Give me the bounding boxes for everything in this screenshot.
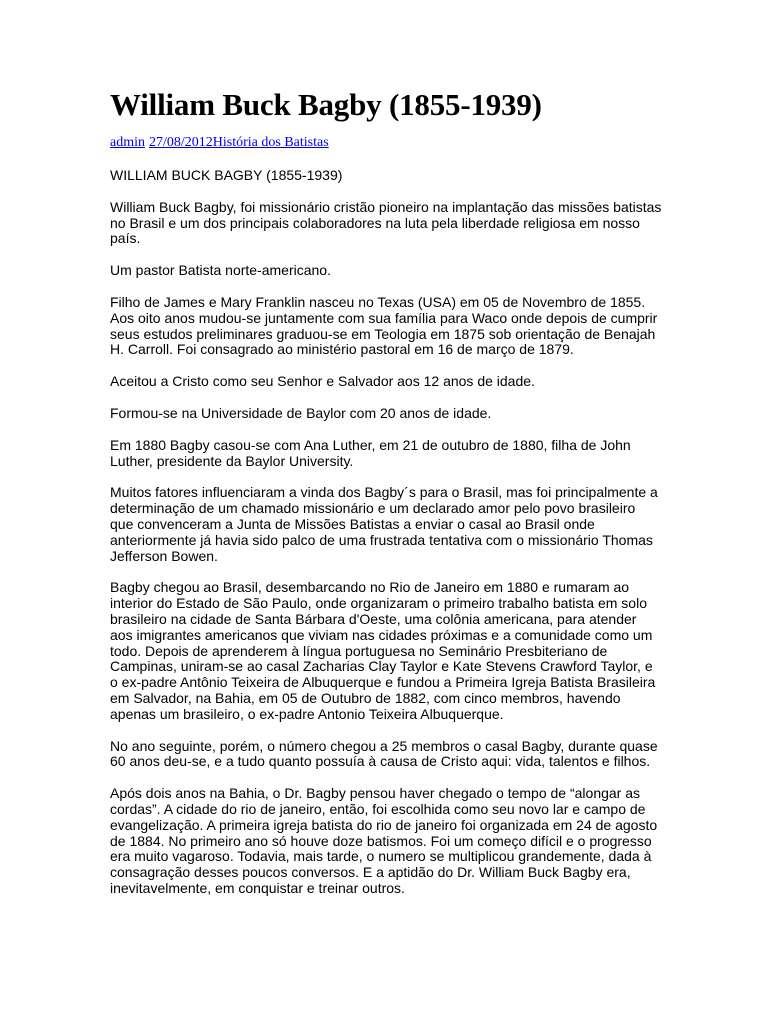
article-paragraph: Após dois anos na Bahia, o Dr. Bagby pensou haver chegado o tempo de “alongar as cordas”. A cidade do rio de janeiro, então, foi escolhida como seu novo lar e campo de evangelização. A primeira igreja batista do rio de janeiro foi organizada em 24 de agosto de 1884. No primeiro ano só houve doze batismos. Foi um começo difícil e o progresso era muito vagaroso. Todavia, mais tarde, o numero se multiplicou grandemente, dada à consagração desses poucos conversos. E a aptidão do Dr. William Buck Bagby era, inevitavelmente, em conquistar e treinar outros.: [110, 785, 658, 896]
article-paragraph: Formou-se na Universidade de Baylor com 20 anos de idade.: [110, 404, 492, 421]
article-paragraph: Em 1880 Bagby casou-se com Ana Luther, em 21 de outubro de 1880, filha de John Luther, presidente da Baylor University.: [110, 436, 631, 469]
article-paragraph: Bagby chegou ao Brasil, desembarcando no Rio de Janeiro em 1880 e rumaram ao interior do Estado de São Paulo, onde organizaram o primeiro trabalho batista em solo brasileiro na cidade de Santa Bárbara d'Oeste, uma colônia americana, para atender aos imigrantes americanos que viviam nas cidades próximas e a comunidade como um todo. Depois de aprenderem à língua portuguesa no Seminário Presbiteriano de Campinas, uniram-se ao casal Zacharias Clay Taylor e Kate Stevens Crawford Taylor, e o ex-padre Antônio Teixeira de Albuquerque e fundou a Primeira Igreja Batista Brasileira em Salvador, na Bahia, em 05 de Outubro de 1882, com cinco membros, havendo apenas um brasileiro, o ex-padre Antonio Teixeira Albuquerque.: [110, 579, 656, 722]
article-paragraph: Um pastor Batista norte-americano.: [110, 262, 331, 279]
article-paragraph: Aceitou a Cristo como seu Senhor e Salvador aos 12 anos de idade.: [110, 373, 535, 390]
category-link[interactable]: História dos Batistas: [212, 135, 329, 150]
article-title: William Buck Bagby (1855-1939): [110, 87, 542, 122]
article: [110, 86, 662, 913]
author-link[interactable]: admin: [110, 135, 145, 150]
date-link[interactable]: 27/08/2012: [149, 135, 213, 150]
article-paragraph: William Buck Bagby, foi missionário cristão pioneiro na implantação das missões batistas no Brasil e um dos principais colaboradores na luta pela liberdade religiosa em nosso país.: [110, 198, 662, 247]
article-body: [110, 168, 662, 897]
article-paragraph: No ano seguinte, porém, o número chegou a 25 membros o casal Bagby, durante quase 60 anos deu-se, e a tudo quanto possuía à causa de Cristo aqui: vida, talentos e filhos.: [110, 737, 658, 770]
article-paragraph: Filho de James e Mary Franklin nasceu no Texas (USA) em 05 de Novembro de 1855. Aos oito anos mudou-se juntamente com sua família para Waco onde depois de cumprir seus estudos preliminares graduou-se em Teologia em 1875 sob orientação de Benajah H. Carroll. Foi consagrado ao ministério pastoral em 16 de março de 1879.: [110, 293, 658, 358]
article-meta: [110, 134, 662, 152]
article-paragraph: Muitos fatores influenciaram a vinda dos Bagby´s para o Brasil, mas foi principalmente a determinação de um chamado missionário e um declarado amor pelo povo brasileiro que convenceram a Junta de Missões Batistas a enviar o casal ao Brasil onde anteriormente já havia sido palco de uma frustrada tentativa com o missionário Thomas Jefferson Bowen.: [110, 484, 658, 564]
article-paragraph: WILLIAM BUCK BAGBY (1855-1939): [110, 167, 343, 183]
